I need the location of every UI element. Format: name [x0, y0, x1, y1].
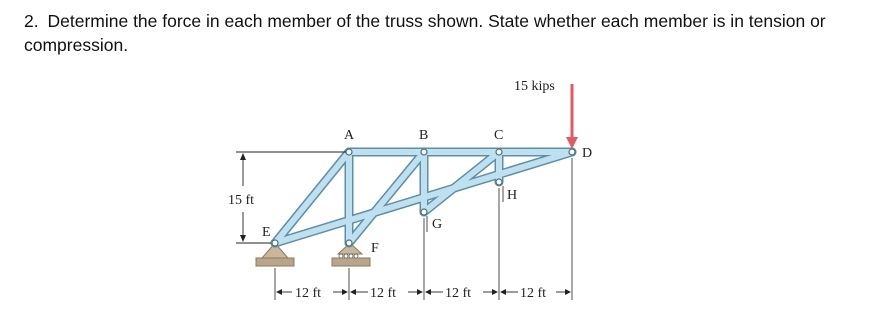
span-label-2: 12 ft [370, 286, 397, 301]
span-label-4: 12 ft [520, 286, 547, 301]
joint-h [496, 179, 502, 185]
span-label-3: 12 ft [445, 286, 472, 301]
load-arrow [566, 84, 578, 149]
label-joint-a: A [344, 128, 355, 143]
label-joint-b: B [419, 128, 429, 143]
label-joint-d: D [582, 146, 593, 161]
joint-g [421, 209, 427, 215]
joint-e [272, 240, 278, 246]
span-label-1: 12 ft [295, 286, 322, 301]
joint-a [346, 149, 352, 155]
problem-number: 2. [24, 11, 39, 31]
joint-c [496, 149, 502, 155]
label-joint-e: E [262, 225, 271, 240]
label-joint-c: C [494, 128, 504, 143]
joint-f [346, 240, 352, 246]
label-joint-g: G [432, 217, 443, 232]
label-joint-h: H [507, 188, 518, 203]
joint-d [569, 149, 575, 155]
joint-b [421, 149, 427, 155]
height-label: 15 ft [228, 193, 255, 208]
truss-members [275, 152, 572, 243]
problem-text: Determine the force in each member of the truss shown. State whether each member is in tension or compression. [24, 11, 826, 55]
label-joint-f: F [371, 241, 379, 256]
load-label: 15 kips [514, 79, 555, 94]
